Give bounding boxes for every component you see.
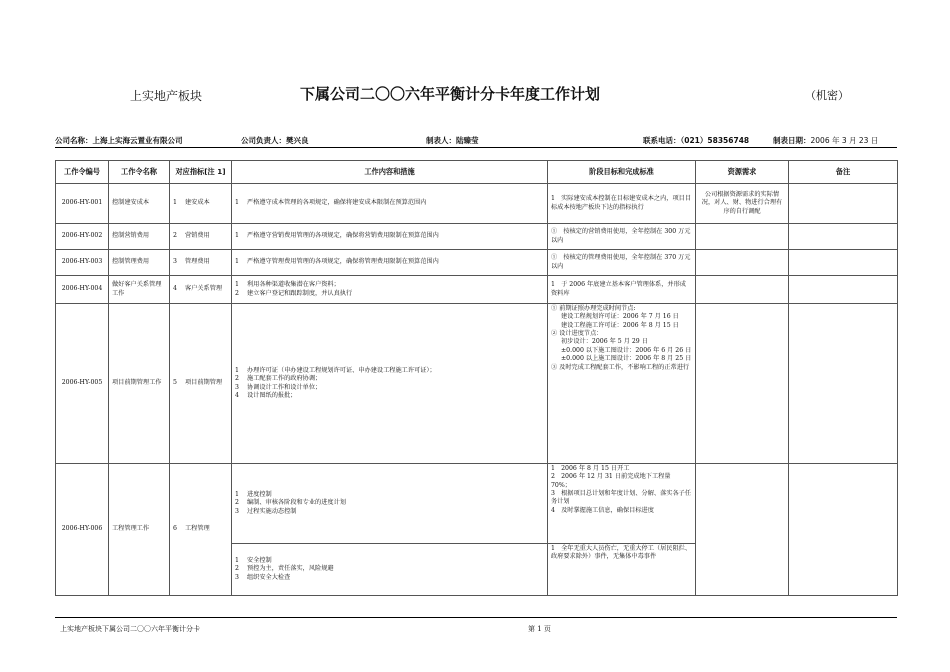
table-row [56, 250, 898, 276]
resource-need [696, 276, 789, 304]
section-label: 上实地产板块 [130, 89, 203, 103]
column-header: 资源需求 [696, 161, 789, 184]
resource-need [696, 224, 789, 250]
phone-info: 联系电话：（021）58356748 [643, 136, 750, 145]
stage-goal: 1 实际建安成本控制在目标建安成本之内，项目目标成本按地产板块下达的指标执行 [548, 184, 696, 224]
table-header-row [56, 161, 898, 184]
work-name: 做好客户关系管理工作 [109, 276, 170, 304]
indicator: 2 营销费用 [170, 224, 232, 250]
work-content: 1 安全控制 2 预控为主，责任落实，风险规避 3 组织安全大检查 [232, 544, 548, 596]
work-content: 1 利用各种渠道收集潜在客户资料； 2 建立客户登记和跟踪制度，并认真执行 [232, 276, 548, 304]
work-content: 1 办理许可证（申办建设工程规划许可证、申办建设工程施工许可证）； 2 施工配套工作的政府协调； 3 协调设计工作和设计单位； 4 设计图纸的报批； [232, 304, 548, 464]
work-name: 控制管理费用 [109, 250, 170, 276]
footer-rule [55, 617, 897, 618]
table-row [56, 276, 898, 304]
work-code: 2006-HY-006 [56, 464, 109, 596]
work-name: 项目前期管理工作 [109, 304, 170, 464]
maker-info: 制表人：陆臻莹 [426, 136, 479, 145]
remark [789, 464, 898, 596]
indicator: 6 工程管理 [170, 464, 232, 596]
stage-goal: 1 2006 年 8 月 15 日开工 2 2006 年 12 月 31 日前完成地下工程量 70%； 3 根据项目总计划和年度计划、分解、落实各子任务计划 4 及时掌握施工信息，确保目标进度 [548, 464, 696, 544]
remark [789, 276, 898, 304]
table-row [56, 464, 898, 544]
indicator: 5 项目前期管理 [170, 304, 232, 464]
indicator: 1 建安成本 [170, 184, 232, 224]
work-code: 2006-HY-004 [56, 276, 109, 304]
work-content: 1 严格遵守管理费用管理的各项规定，确保将管理费用限制在预算范围内 [232, 250, 548, 276]
indicator: 4 客户关系管理 [170, 276, 232, 304]
table-row [56, 184, 898, 224]
column-header: 工作内容和措施 [232, 161, 548, 184]
column-header: 工作令编号 [56, 161, 109, 184]
page-number: 第 1 页 [528, 625, 551, 633]
work-code: 2006-HY-005 [56, 304, 109, 464]
table-row [56, 224, 898, 250]
header-rule [55, 147, 897, 148]
company-info: 公司名称：上海上实海云置业有限公司 [55, 136, 183, 145]
remark [789, 184, 898, 224]
column-header: 阶段目标和完成标准 [548, 161, 696, 184]
resource-need [696, 250, 789, 276]
remark [789, 250, 898, 276]
remark [789, 224, 898, 250]
work-code: 2006-HY-002 [56, 224, 109, 250]
table-row [56, 304, 898, 464]
resource-need: 公司根据资源需求的实际情况，对人、财、物进行合理有序的自行调配 [696, 184, 789, 224]
footer-doc-title: 上实地产板块下属公司二〇〇六年平衡计分卡 [60, 625, 200, 633]
resource-need [696, 464, 789, 596]
stage-goal: 1 全年无重大人员伤亡，无重大停工（居民阻拦、政府要求除外）事件，无集体中毒事件 [548, 544, 696, 596]
work-name: 工程管理工作 [109, 464, 170, 596]
work-plan-table [55, 160, 898, 596]
column-header: 工作令名称 [109, 161, 170, 184]
stage-goal: ① 按核定的营销费用使用，全年控制在 300 万元以内 [548, 224, 696, 250]
remark [789, 304, 898, 464]
stage-goal: ① 按核定的管理费用使用，全年控制在 370 万元以内 [548, 250, 696, 276]
column-header: 对应指标[注 1] [170, 161, 232, 184]
work-code: 2006-HY-001 [56, 184, 109, 224]
work-name: 控制建安成本 [109, 184, 170, 224]
resource-need [696, 304, 789, 464]
confidential-label: （机密） [805, 89, 849, 102]
date-info: 制表日期：2006 年 3 月 23 日 [773, 136, 879, 145]
work-content: 1 进度控制 2 编制、审核各阶段和专业的进度计划 3 过程实施动态控制 [232, 464, 548, 544]
work-code: 2006-HY-003 [56, 250, 109, 276]
column-header: 备注 [789, 161, 898, 184]
work-content: 1 严格遵守营销费用管理的各项规定，确保将营销费用限制在预算范围内 [232, 224, 548, 250]
manager-info: 公司负责人：樊兴良 [241, 136, 309, 145]
stage-goal: ① 前期证照办理完成时间节点: 建设工程规划许可证：2006 年 7 月 16 日 建设工程施工许可证：2006 年 8 月 15 日 ② 设计进度节点： 初步设计：2006 年 5 月 29 日 ±0.000 以下施工图设计：2006 年 6 月 26 日 ±0.000 以上施工图设计：2006 年 8 月 25 日 ③ 及时完成工程配套工作，不影响工程的正常进行 [548, 304, 696, 464]
indicator: 3 管理费用 [170, 250, 232, 276]
page-title: 下属公司二〇〇六年平衡计分卡年度工作计划 [300, 85, 601, 103]
work-content: 1 严格遵守成本管理的各项规定，确保将建安成本限制在预算范围内 [232, 184, 548, 224]
work-name: 控制营销费用 [109, 224, 170, 250]
stage-goal: 1 于 2006 年底建立基本客户管理体系，并形成资料库 [548, 276, 696, 304]
